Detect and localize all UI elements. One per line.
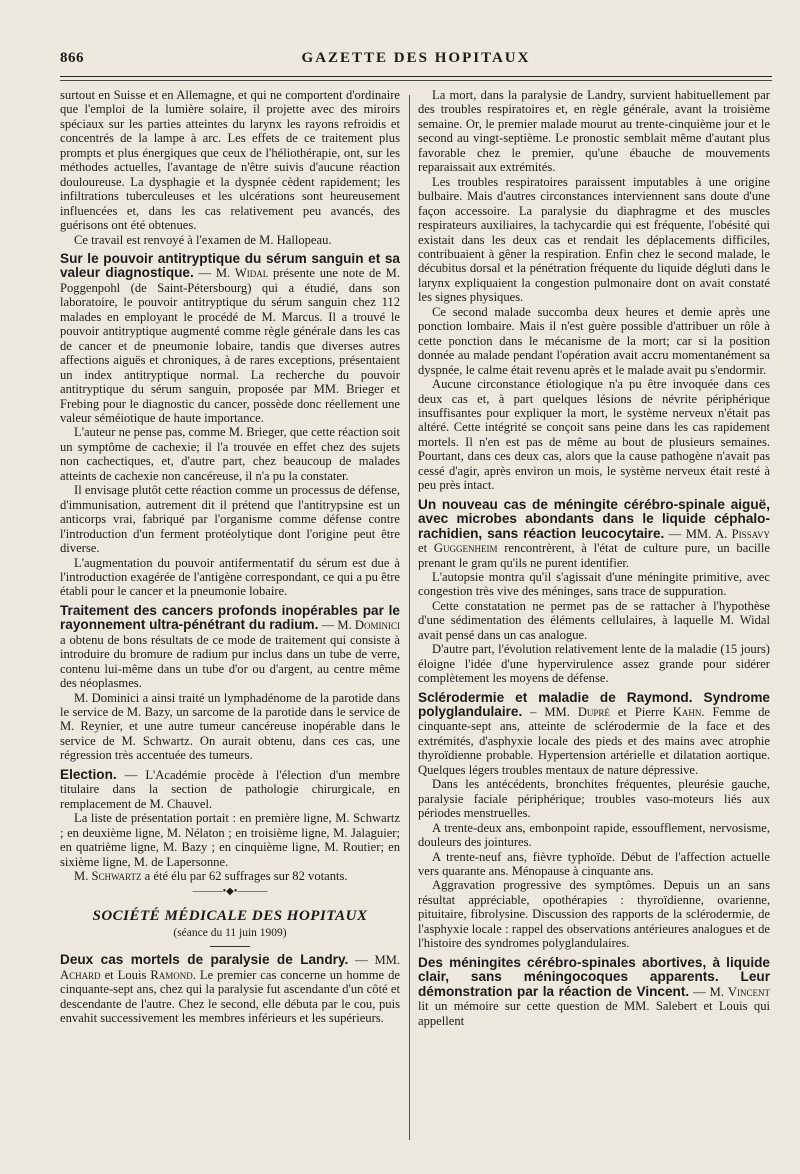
article-meningite (418, 498, 770, 570)
paragraph: Les troubles respiratoires paraissent imputables à une origine bulbaire. Mais d'autres circonstances interviennent sans doute d'une façon accessoire. La paralysie du diaphragme et des muscles respirateurs auxiliaires, la tachycardie qui est fréquente, l'obésité qui existait dans les deux cas et rendait les déplacements difficiles, contribuaient à gêner la respiration. Enfin chez le second malade, le décubitus dorsal et la pénétration fréquente du liquide dégluti dans le larynx expliquaient la congestion pulmonaire dont on avait constaté les signes physiques. (418, 174, 770, 305)
text: et Pierre (609, 705, 673, 720)
seance-date: (séance du 11 juin 1909) (173, 926, 287, 939)
dash-text: — M. (193, 266, 235, 281)
text: M. (74, 869, 92, 884)
author-name: Pissavy (731, 526, 770, 541)
dash-text: — M. (318, 618, 355, 633)
article-body: rencontrèrent, à l'état de culture pure, un bacille prenant le gram qu'ils ne purent identifier. (418, 541, 770, 570)
paragraph: A trente-neuf ans, fièvre typhoïde. Début de l'affection actuelle vers quarante ans. Ménopause à cinquante ans. (418, 849, 770, 879)
paragraph: L'auteur ne pense pas, comme M. Brieger, que cette réaction soit un symptôme de cachexie; il l'a trouvée en effet chez des sujets non cachectiques, et, d'autre part, chez beaucoup de malades atteints de cachexie non cancéreuse, il n'a pu la constater. (60, 425, 400, 483)
author-name: Kahn (672, 705, 702, 720)
author-name: Ramond (150, 967, 193, 982)
paragraph: Dans les antécédents, bronchites fréquentes, pleurésie gauche, paralysie faciale périphérique; troubles vaso-moteurs liés aux périodes menstruelles. (418, 777, 770, 821)
article-body: a obtenu de bons résultats de ce mode de traitement qui consiste à introduire du bromure de radium pur inclus dans un tube de verre, contenu lui-même dans un tube d'or ou d'argent, au centre même des néoplasmes. (60, 632, 400, 691)
short-rule (210, 946, 250, 947)
article-landry (60, 953, 400, 1025)
paragraph: Aucune circonstance étiologique n'a pu être invoquée dans ces deux cas et, à part quelques lésions de névrite périphérique insuffisantes pour expliquer la mort, le système nerveux n'était pas altéré. Cette intégrité se conçoit sans peine dans les cas rapidement mortels. Il n'en est pas de même au bout de plusieurs semaines. Pourtant, dans ces deux cas, alors que la cause pathogène n'avait pas cessé d'agir, après environ un mois, le système nerveux était resté à peu près intact. (418, 377, 770, 493)
author-name: Achard (60, 967, 101, 982)
article-heading: Deux cas mortels de paralysie de Landry. (60, 952, 349, 968)
paragraph: D'autre part, l'évolution relativement lente de la maladie (15 jours) éloigne l'idée d'une hypervirulence assez grande pour sidérer complètement les moyens de défense. (418, 642, 770, 686)
author-name: Dupré (577, 705, 610, 720)
dash-text: — MM. A. (664, 526, 732, 541)
header-rule (60, 76, 772, 77)
text: et (418, 541, 434, 556)
left-column (60, 88, 400, 1026)
paragraph: La mort, dans la paralysie de Landry, survient habituellement par des troubles respiratoires et, en règle générale, avant la troisième semaine. Or, le premier malade mourut au trente-cinquième jour et le second au vingt-septième. Le pronostic semblait même d'autant plus favorable chez le premier, qu'une ébauche de mouvements reparaissait aux extrémités. (418, 88, 770, 175)
text: et Louis (100, 967, 151, 982)
paragraph: L'autopsie montra qu'il s'agissait d'une méningite primitive, avec congestion très vive des méninges, sans trace de suppuration. (418, 569, 770, 599)
author-name: Schwartz (91, 869, 142, 884)
author-name: Widal (234, 266, 269, 281)
article-body: . Femme de cinquante-sept ans, atteinte de sclérodermie de la face et des extrémités, d'asphyxie locale des pieds et des mains avec atrophie thyroïdienne probable. Hypertension artérielle et dilatation aortique. Quelques légers troubles mentaux de nature dépressive. (418, 705, 771, 777)
paragraph: M. Dominici a ainsi traité un lymphadénome de la parotide dans le service de M. Bazy, un sarcome de la parotide dans le service de M. Reynier, et une autre tumeur cancéreuse inopérable dans le service de M. Schwartz. On aurait obtenu, dans ces cas, une régression très accentuée des tumeurs. (60, 690, 400, 763)
column-separator (409, 95, 410, 1140)
article-body: lit un mémoire sur cette question de MM. Salebert et Louis qui appellent (418, 999, 770, 1028)
dash-text: — M. (689, 984, 728, 999)
article-heading: Un nouveau cas de méningite cérébro-spinale aiguë, avec microbes abondants dans le liquide céphalo-rachidien, sans réaction leucocytaire. (418, 496, 770, 541)
article-heading: Sclérodermie et maladie de Raymond. Syndrome polyglandulaire. (418, 689, 770, 720)
paragraph: Cette constatation ne permet pas de se rattacher à l'hypothèse d'une sédimentation des éléments cellulaires, à laquelle M. Widal avait pensé dans un cas analogue. (418, 598, 770, 642)
article-heading: Des méningites cérébro-spinales abortives, à liquide clair, sans méningocoques apparents. Leur démonstration par la réaction de Vincent. (418, 954, 770, 999)
page-header (60, 50, 772, 76)
author-name: Dominici (354, 618, 400, 633)
article-radium (60, 604, 400, 691)
article-heading: Traitement des cancers profonds inopérables par le rayonnement ultra-pénétrant du radium. (60, 602, 400, 633)
header-rule-thin (60, 80, 772, 81)
author-name: Vincent (727, 984, 771, 999)
dash-text: — MM. (348, 953, 401, 968)
article-body: présente une note de M. Poggenpohl (de Saint-Pétersbourg) qui a étudié, dans son laboratoire, le pouvoir antitryptique du sérum sanguin chez 112 malades en employant le procédé de M. Marcus. Il a trouvé le pouvoir antitryptique augmenté comme règle générale dans les cas de cancer et de pneumonie lobaire, tandis que diverses autres affections aiguës et chroniques, à de rares exceptions, présentaient un index antitryptique normal. La recherche du pouvoir antitryptique du sérum sanguin, proposée par MM. Brieger et Frebing pour le diagnostic du cancer, possède donc réellement une valeur séméiotique de haute importance. (60, 266, 400, 425)
article-meningites-abortives (418, 956, 770, 1028)
section-title: SOCIÉTÉ MÉDICALE DES HOPITAUX (92, 908, 368, 925)
journal-title: GAZETTE DES HOPITAUX (301, 50, 531, 66)
paragraph: Il envisage plutôt cette réaction comme un processus de défense, d'immunisation, autrement dit il prétend que l'antitrypsine est un anticorps vrai, fabriqué par l'organisme comme défense contre l'introduction d'un ferment protéolytique dont l'origine peut être diverse. (60, 483, 400, 556)
paragraph: Aggravation progressive des symptômes. Depuis un an sans résultat appréciable, opothérapies : thyroïdienne, ovarienne, pituitaire, fibrolysine. Discussion des rapports de la sclérodermie, de l'asphyxie locale : rappel des observations antérieures analogues et de l'histoire des syndromes polyglandulaires. (418, 878, 770, 951)
ornament-divider: ———•◆•——— (192, 886, 268, 898)
right-column (418, 88, 770, 1028)
article-antitryptique (60, 252, 400, 425)
paragraph: surtout en Suisse et en Allemagne, et qui ne comportent d'ordinaire que l'emploi de la lumière solaire, il projette avec des miroirs spéciaux sur les parties atteintes du larynx les rayons refroidis et concentrés de la lampe à arc. Les effets de ce traitement plus prompts et plus énergiques que ceux de l'héliothérapie, ont, sur les méthodes actuelles, l'avantage de n'être suivis d'aucune réaction douloureuse. La dysphagie et la dyspnée cèdent rapidement; les infiltrations tuberculeuses et les ulcérations sont heureusement influencées et, dans les cas relativement peu avancés, des guérisons ont été obtenues. (60, 88, 400, 233)
article-election (60, 768, 400, 811)
paragraph: Ce second malade succomba deux heures et demie après une ponction lombaire. Mais il n'est guère possible d'attribuer un rôle à cette ponction dans le mécanisme de la mort; car si la position donnée au malade pendant l'opération avait accru momentanément sa dyspnée, le calme était revenu après et le malade avait pu s'endormir. (418, 304, 770, 377)
article-sclerodermie (418, 691, 770, 778)
text: a été élu par 62 suffrages sur 82 votants. (141, 869, 348, 884)
article-heading: Election. (60, 766, 117, 782)
article-body: — L'Académie procède à l'élection d'un membre titulaire dans la section de pathologie chirurgicale, en remplacement de M. Chauvel. (60, 767, 400, 811)
paragraph: A trente-deux ans, embonpoint rapide, essoufflement, nervosisme, douleurs des jointures. (418, 820, 770, 850)
paragraph: La liste de présentation portait : en première ligne, M. Schwartz ; en deuxième ligne, M. Nélaton ; en troisième ligne, M. Jalaguier; en quatrième ligne, M. Bazy ; en cinquième ligne, M. Routier; en sixième ligne, M. de Lapersonne. (60, 811, 400, 869)
author-name: Guggenheim (433, 541, 498, 556)
article-body: . Le premier cas concerne un homme de cinquante-sept ans, chez qui la paralysie fut ascendante d'un côté et descendante de l'autre. Chez le second, elle débuta par le cou, puis envahit successivement les membres inférieurs et les supérieurs. (60, 967, 400, 1026)
paragraph: L'augmentation du pouvoir antifermentatif du sérum est due à l'introduction exagérée de l'antigène correspondant, ce qui a pu être établi pour le cancer et la pneumonie lobaire. (60, 555, 400, 599)
article-heading: Sur le pouvoir antitryptique du sérum sanguin et sa valeur diagnostique. (60, 250, 400, 281)
paragraph (60, 869, 400, 883)
page-number: 866 (60, 50, 84, 66)
dash-text: – MM. (522, 705, 578, 720)
paragraph: Ce travail est renvoyé à l'examen de M. Hallopeau. (74, 232, 332, 247)
